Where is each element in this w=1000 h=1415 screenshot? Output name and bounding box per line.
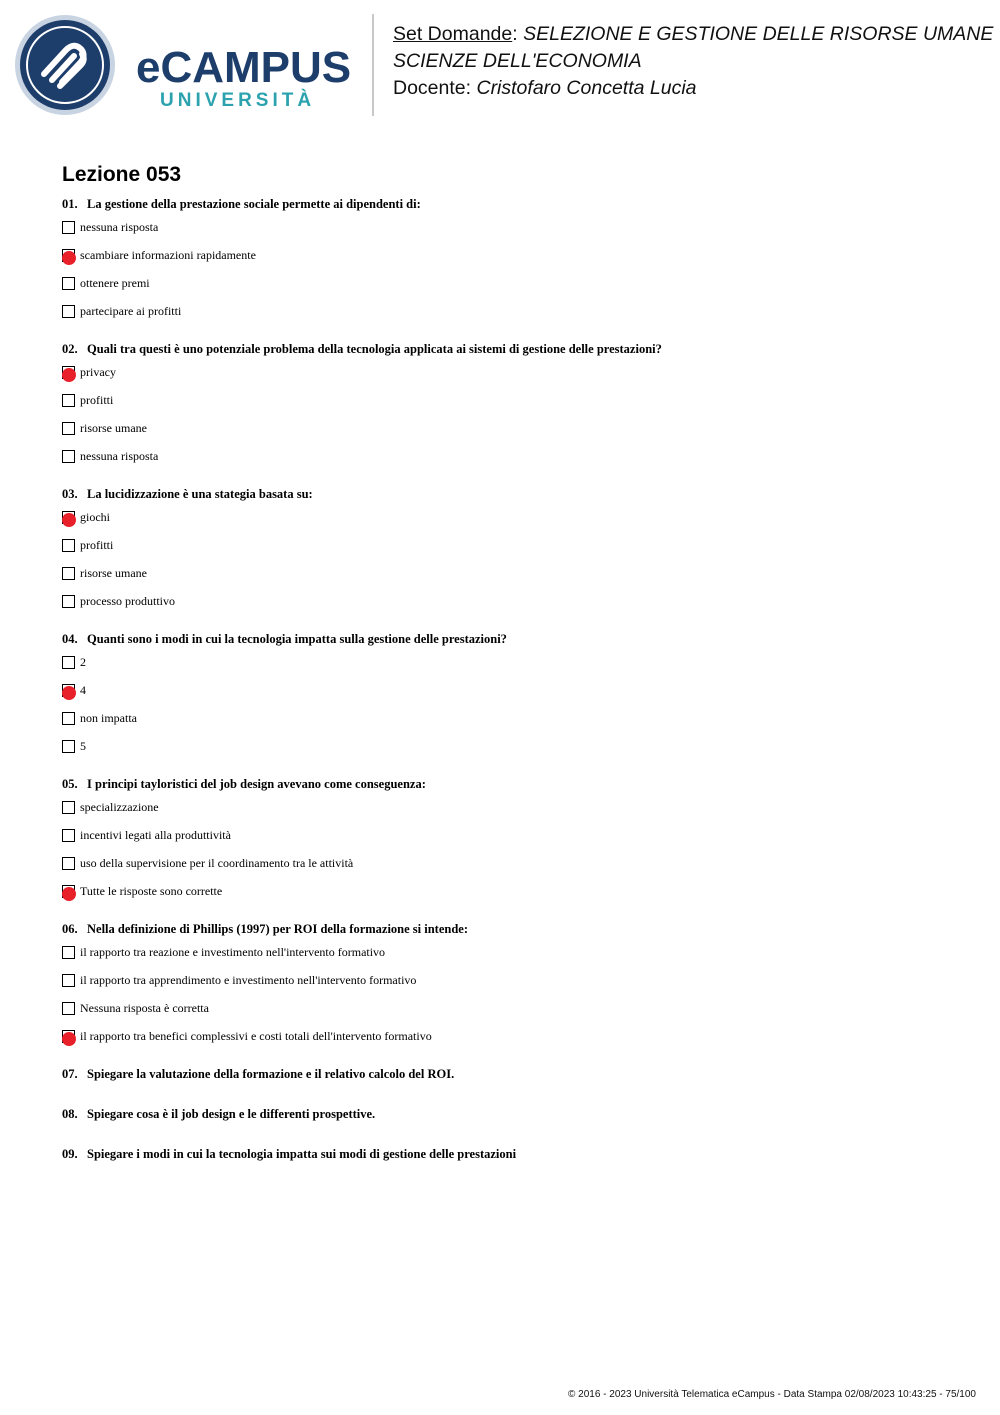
answer-option[interactable] bbox=[62, 242, 962, 270]
answer-option[interactable] bbox=[62, 415, 962, 443]
answer-checkbox[interactable] bbox=[62, 595, 75, 608]
answer-label: 5 bbox=[80, 739, 86, 753]
answer-checkbox[interactable] bbox=[62, 277, 75, 290]
answer-label: risorse umane bbox=[80, 421, 147, 435]
answer-label: profitti bbox=[80, 393, 114, 407]
question-label: La gestione della prestazione sociale permette ai dipendenti di: bbox=[87, 197, 421, 211]
open-question-block bbox=[62, 1064, 962, 1104]
answer-option[interactable] bbox=[62, 794, 962, 822]
answer-option[interactable] bbox=[62, 878, 962, 906]
open-question-block bbox=[62, 1104, 962, 1144]
set-value: SELEZIONE E GESTIONE DELLE RISORSE UMANE bbox=[523, 23, 994, 45]
answer-checkbox[interactable] bbox=[62, 857, 75, 870]
answer-label: il rapporto tra apprendimento e investimento nell'intervento formativo bbox=[80, 973, 417, 987]
question-spacer bbox=[62, 471, 962, 484]
question-label: Nella definizione di Phillips (1997) per ROI della formazione si intende: bbox=[87, 922, 469, 936]
question-number: 03. bbox=[62, 487, 78, 501]
faculty-line bbox=[393, 48, 993, 75]
selected-mark-icon bbox=[62, 686, 76, 700]
answer-option[interactable] bbox=[62, 214, 962, 242]
answer-label: specializzazione bbox=[80, 800, 159, 814]
question-number: 02. bbox=[62, 342, 78, 356]
answer-option[interactable] bbox=[62, 387, 962, 415]
set-line: Set Domande: SELEZIONE E GESTIONE DELLE RISORSE UMANE bbox=[393, 23, 994, 45]
header-info bbox=[393, 21, 993, 102]
answer-checkbox[interactable] bbox=[62, 422, 75, 435]
question-spacer bbox=[62, 616, 962, 629]
answer-label: non impatta bbox=[80, 711, 137, 725]
question-label: La lucidizzazione è una stategia basata su: bbox=[87, 487, 313, 501]
selected-mark-icon bbox=[62, 513, 76, 527]
answer-checkbox[interactable] bbox=[62, 946, 75, 959]
logo-subtitle: UNIVERSITÀ bbox=[160, 90, 316, 111]
answer-label: Nessuna risposta è corretta bbox=[80, 1001, 209, 1015]
question-text bbox=[62, 1144, 962, 1164]
question-text bbox=[62, 1104, 962, 1124]
faculty-value: SCIENZE DELL'ECONOMIA bbox=[393, 50, 642, 72]
selected-mark-icon bbox=[62, 251, 76, 265]
question-label: Spiegare cosa è il job design e le differenti prospettive. bbox=[87, 1107, 376, 1121]
answer-label: risorse umane bbox=[80, 566, 147, 580]
answer-checkbox[interactable] bbox=[62, 450, 75, 463]
question-spacer bbox=[62, 906, 962, 919]
question-block bbox=[62, 774, 962, 919]
answer-option[interactable] bbox=[62, 270, 962, 298]
answer-option[interactable] bbox=[62, 588, 962, 616]
teacher-line: Docente: Cristofaro Concetta Lucia bbox=[393, 77, 697, 99]
answer-option[interactable] bbox=[62, 733, 962, 761]
answer-checkbox[interactable] bbox=[62, 740, 75, 753]
set-label: Set Domande bbox=[393, 23, 513, 45]
answer-option[interactable] bbox=[62, 649, 962, 677]
question-number: 01. bbox=[62, 197, 78, 211]
answer-option[interactable] bbox=[62, 822, 962, 850]
answer-label: scambiare informazioni rapidamente bbox=[80, 248, 256, 262]
answer-label: giochi bbox=[80, 510, 110, 524]
answer-option[interactable] bbox=[62, 298, 962, 326]
question-block bbox=[62, 919, 962, 1064]
answer-option[interactable] bbox=[62, 504, 962, 532]
answer-label: nessuna risposta bbox=[80, 449, 159, 463]
question-spacer bbox=[62, 1051, 962, 1064]
question-text bbox=[62, 774, 962, 794]
answer-option[interactable] bbox=[62, 705, 962, 733]
answer-label: partecipare ai profitti bbox=[80, 304, 182, 318]
answer-option[interactable] bbox=[62, 359, 962, 387]
answer-checkbox[interactable] bbox=[62, 829, 75, 842]
answer-label: ottenere premi bbox=[80, 276, 150, 290]
answer-option[interactable] bbox=[62, 677, 962, 705]
question-number: 05. bbox=[62, 777, 78, 791]
question-number: 07. bbox=[62, 1067, 78, 1081]
question-label: Quanti sono i modi in cui la tecnologia impatta sulla gestione delle prestazioni? bbox=[87, 632, 507, 646]
page-footer: © 2016 - 2023 Università Telematica eCampus - Data Stampa 02/08/2023 10:43:25 - 75/100 bbox=[568, 1389, 976, 1400]
answer-label: privacy bbox=[80, 365, 116, 379]
answer-option[interactable] bbox=[62, 850, 962, 878]
selected-mark-icon bbox=[62, 368, 76, 382]
question-label: Quali tra questi è uno potenziale problema della tecnologia applicata ai sistemi di gestione delle prestazioni? bbox=[87, 342, 662, 356]
selected-mark-icon bbox=[62, 887, 76, 901]
teacher-value: Cristofaro Concetta Lucia bbox=[476, 77, 697, 99]
question-number: 09. bbox=[62, 1147, 78, 1161]
question-label: Spiegare la valutazione della formazione e il relativo calcolo del ROI. bbox=[87, 1067, 455, 1081]
question-block bbox=[62, 629, 962, 774]
answer-label: processo produttivo bbox=[80, 594, 175, 608]
page-header bbox=[0, 0, 1000, 130]
answer-option[interactable] bbox=[62, 560, 962, 588]
answer-label: profitti bbox=[80, 538, 114, 552]
logo-wordmark: eCAMPUS bbox=[136, 43, 352, 92]
open-question-block bbox=[62, 1144, 962, 1184]
ecampus-emblem-icon bbox=[14, 14, 116, 116]
question-number: 08. bbox=[62, 1107, 78, 1121]
question-text bbox=[62, 629, 962, 649]
answer-option[interactable] bbox=[62, 443, 962, 471]
question-text bbox=[62, 919, 962, 939]
lesson-title: Lezione 053 bbox=[62, 163, 182, 186]
answer-label: 4 bbox=[80, 683, 86, 697]
answer-label: uso della supervisione per il coordinamento tra le attività bbox=[80, 856, 354, 870]
question-spacer bbox=[62, 761, 962, 774]
answer-label: incentivi legati alla produttività bbox=[80, 828, 231, 842]
question-block bbox=[62, 194, 962, 339]
answer-label: nessuna risposta bbox=[80, 220, 159, 234]
answer-label: 2 bbox=[80, 655, 86, 669]
answer-checkbox[interactable] bbox=[62, 974, 75, 987]
ecampus-logo bbox=[14, 14, 359, 116]
selected-mark-icon bbox=[62, 1032, 76, 1046]
answer-option[interactable] bbox=[62, 967, 962, 995]
answer-checkbox[interactable] bbox=[62, 712, 75, 725]
answer-checkbox[interactable] bbox=[62, 656, 75, 669]
question-spacer bbox=[62, 326, 962, 339]
question-text bbox=[62, 1064, 962, 1084]
question-list bbox=[62, 194, 962, 1184]
question-number: 04. bbox=[62, 632, 78, 646]
question-block bbox=[62, 339, 962, 484]
answer-checkbox[interactable] bbox=[62, 394, 75, 407]
answer-option[interactable] bbox=[62, 532, 962, 560]
question-text bbox=[62, 339, 962, 359]
question-label: Spiegare i modi in cui la tecnologia impatta sui modi di gestione delle prestazioni bbox=[87, 1147, 517, 1161]
answer-checkbox[interactable] bbox=[62, 221, 75, 234]
answer-checkbox[interactable] bbox=[62, 539, 75, 552]
answer-label: Tutte le risposte sono corrette bbox=[80, 884, 223, 898]
answer-option[interactable] bbox=[62, 939, 962, 967]
answer-checkbox[interactable] bbox=[62, 305, 75, 318]
answer-option[interactable] bbox=[62, 995, 962, 1023]
question-block bbox=[62, 484, 962, 629]
question-number: 06. bbox=[62, 922, 78, 936]
teacher-label: Docente bbox=[393, 77, 466, 99]
header-divider bbox=[372, 14, 374, 116]
answer-label: il rapporto tra reazione e investimento nell'intervento formativo bbox=[80, 945, 386, 959]
answer-option[interactable] bbox=[62, 1023, 962, 1051]
question-text bbox=[62, 194, 962, 214]
answer-checkbox[interactable] bbox=[62, 567, 75, 580]
answer-label: il rapporto tra benefici complessivi e costi totali dell'intervento formativo bbox=[80, 1029, 432, 1043]
answer-checkbox[interactable] bbox=[62, 801, 75, 814]
question-label: I principi tayloristici del job design avevano come conseguenza: bbox=[87, 777, 426, 791]
answer-checkbox[interactable] bbox=[62, 1002, 75, 1015]
question-text bbox=[62, 484, 962, 504]
